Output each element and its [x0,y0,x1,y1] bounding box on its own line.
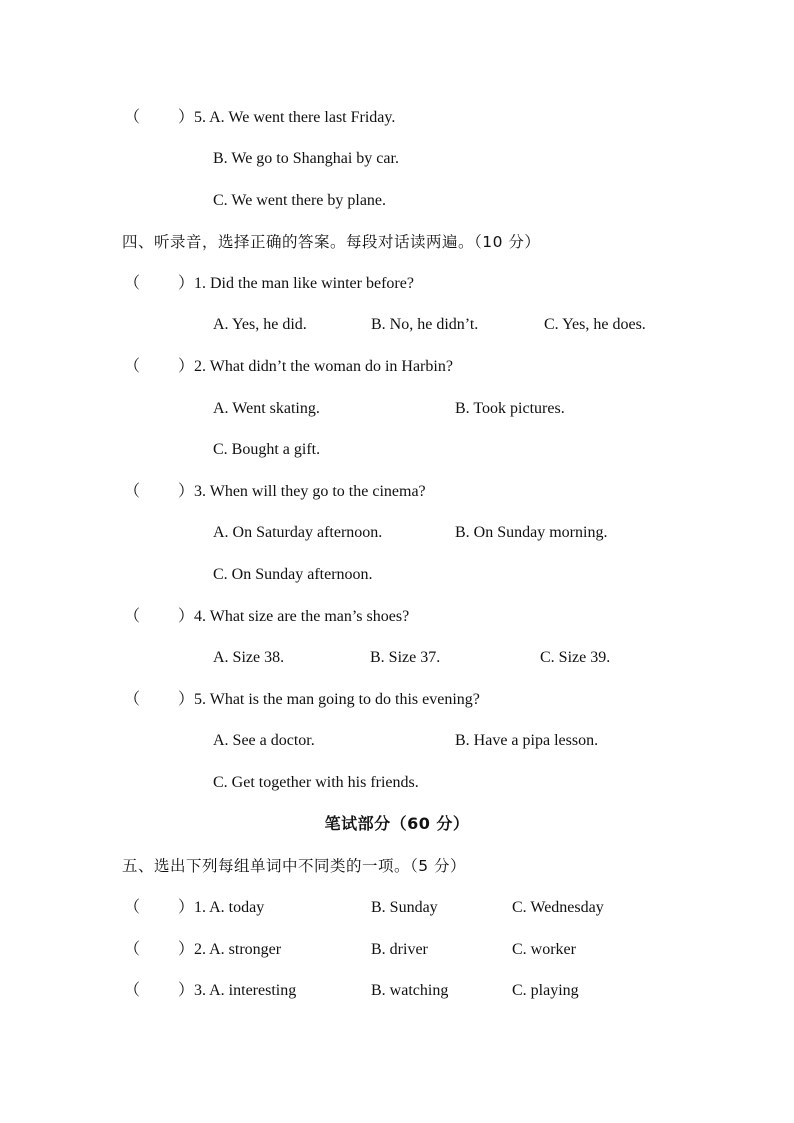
question-text: 3. When will they go to the cinema? [194,483,426,500]
option-c: C. Wednesday [512,899,604,916]
question-number: 1. [194,899,206,916]
option-c: C. Yes, he does. [544,316,646,333]
option-c: C. We went there by plane. [213,192,387,209]
written-part-title: 笔试部分（60 分） [324,814,470,833]
section-5-heading: 五、选出下列每组单词中不同类的一项。（5 分） [122,857,467,875]
option-c: C. worker [512,941,576,958]
option-b: B. Have a pipa lesson. [455,732,599,749]
option-c: C. Bought a gift. [213,441,321,458]
option-c: C. Size 39. [540,649,611,666]
exam-page: （ ） 5. A. We went there last Friday. B. We go to Shanghai by car. C. We went there by plane. 四、听录音，选择正确的答案。每段对话读两遍。（10 分） （ ） 1. Did the man like winter before? A. Yes, he did. B. No, he didn’t. C. Yes, he does. （ ） 2. What didn’t the woman do in Harbin? A. Went skating. B. Took pictures. C. Bought a gift. （ ） 3. When will they go to the cinema? A. On Saturday afternoon. B. On Sunday morning. C. On Sunday afternoon. （ ） 4. What size are the man’s shoes? A. Size 38. B. Size 37. C. Size 39. （ ） 5. What is the man going to do this evening? A. See a doctor. B. Have a pipa lesson. C. Get together with his friends. 笔试部分（60 分） 五、选出下列每组单词中不同类的一项。（5 分） （ ） 1. A. today B. Sunday C. Wednesday （ ） 2. A. stronger B. driver C. worker （ ） 3. A. interesting B. watching C. playing [0,0,794,1123]
option-b: B. On Sunday morning. [455,524,608,541]
question-number: 3. [194,982,206,999]
option-b: B. No, he didn’t. [371,316,479,333]
option-a: A. Yes, he did. [213,316,307,333]
option-b: B. Sunday [371,899,438,916]
option-b: B. driver [371,941,428,958]
option-a: A. See a doctor. [213,732,315,749]
option-a: A. Went skating. [213,400,320,417]
option-b: B. Size 37. [370,649,441,666]
question-number: 5. [194,109,206,126]
section-4-heading: 四、听录音，选择正确的答案。每段对话读两遍。（10 分） [122,233,541,251]
option-c: C. Get together with his friends. [213,774,419,791]
option-a: A. On Saturday afternoon. [213,524,383,541]
question-number: 2. [194,941,206,958]
option-b: B. watching [371,982,449,999]
option-c: C. On Sunday afternoon. [213,566,373,583]
option-b: B. We go to Shanghai by car. [213,150,399,167]
question-text: 2. What didn’t the woman do in Harbin? [194,358,453,375]
option-a: A. interesting [209,982,297,999]
question-text: 4. What size are the man’s shoes? [194,608,410,625]
question-text: 1. Did the man like winter before? [194,275,414,292]
option-a: A. We went there last Friday. [209,109,396,126]
question-text: 5. What is the man going to do this evening? [194,691,480,708]
option-b: B. Took pictures. [455,400,565,417]
option-a: A. today [209,899,265,916]
option-a: A. Size 38. [213,649,285,666]
option-a: A. stronger [209,941,282,958]
option-c: C. playing [512,982,579,999]
